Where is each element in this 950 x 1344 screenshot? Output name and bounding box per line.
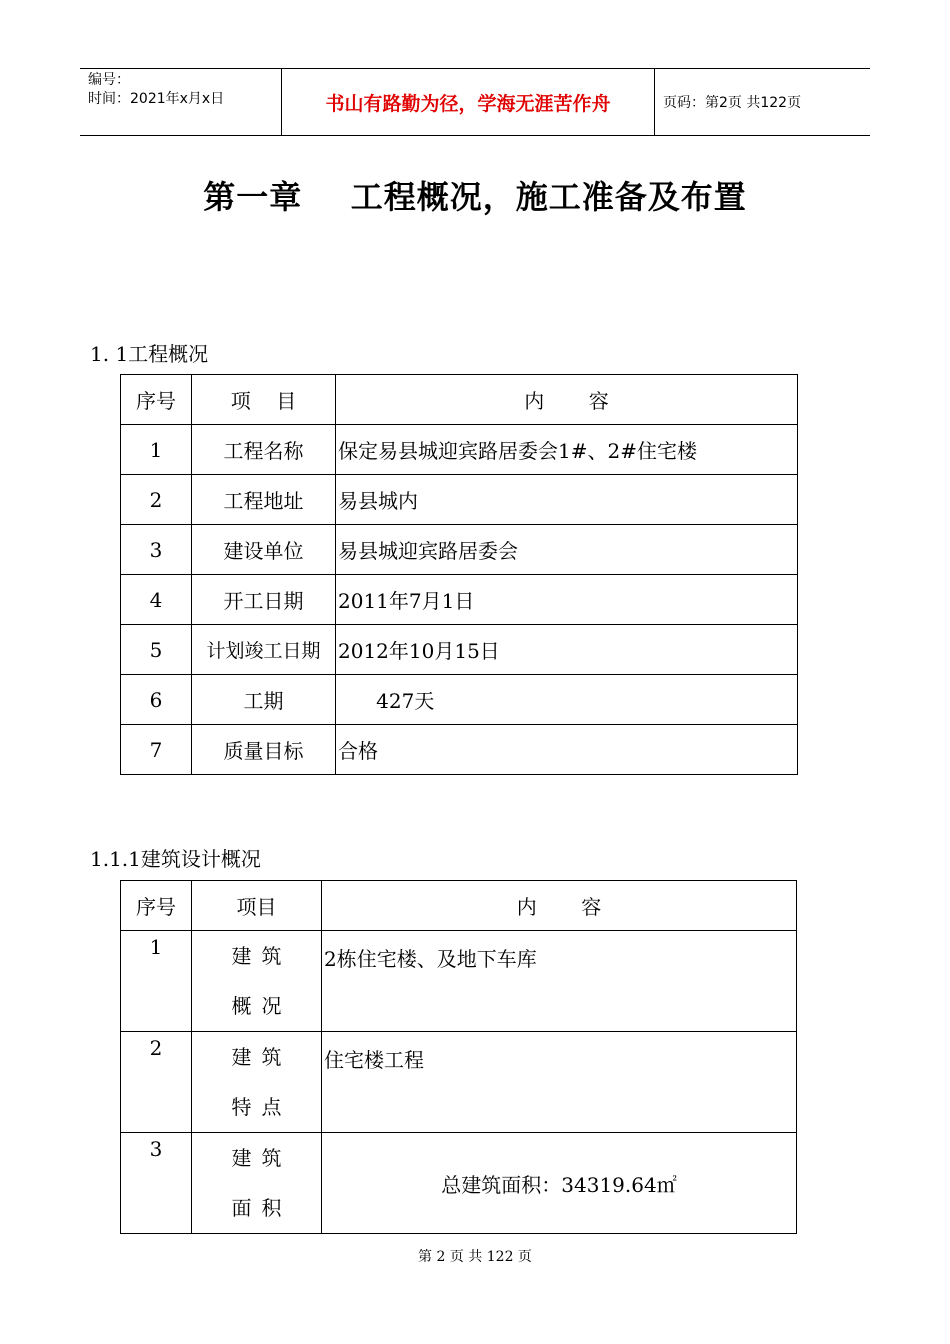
row-item — [192, 931, 322, 1032]
chapter-title: 第一章 工程概况，施工准备及布置 — [203, 178, 747, 216]
row-item: 建设单位 — [192, 525, 336, 575]
row-item — [192, 1032, 322, 1133]
row-item-line1: 建筑 — [231, 1146, 292, 1170]
row-item: 工程名称 — [192, 425, 336, 475]
header-time-label: 时间：2021年x月x日 — [88, 91, 225, 107]
table-row — [121, 675, 798, 725]
header-page-info: 页码：第2页 共122页 — [663, 95, 802, 111]
table-row — [121, 725, 798, 775]
table-row — [121, 1032, 797, 1133]
table-row — [121, 525, 798, 575]
header-meta — [80, 69, 282, 135]
row-item: 计划竣工日期 — [192, 625, 336, 675]
row-item: 质量目标 — [192, 725, 336, 775]
row-no: 2 — [121, 475, 192, 525]
column-header-content: 内 容 — [322, 881, 797, 931]
row-item — [192, 1133, 322, 1234]
column-header-no: 序号 — [121, 375, 192, 425]
column-header-content: 内 容 — [336, 375, 798, 425]
row-content: 427天 — [336, 675, 798, 725]
row-content: 2012年10月15日 — [336, 625, 798, 675]
row-item-line1: 建筑 — [231, 944, 292, 968]
row-content: 易县城内 — [336, 475, 798, 525]
header-number-label: 编号： — [88, 72, 130, 88]
table-row — [121, 931, 797, 1032]
row-no: 3 — [121, 525, 192, 575]
row-content: 合格 — [336, 725, 798, 775]
architecture-design-table — [120, 880, 797, 1234]
row-no: 3 — [121, 1133, 192, 1234]
table-row — [121, 1133, 797, 1234]
section-heading-overview: 1. 1工程概况 — [90, 342, 209, 366]
row-content: 住宅楼工程 — [322, 1032, 797, 1133]
column-header-no: 序号 — [121, 881, 192, 931]
row-item: 开工日期 — [192, 575, 336, 625]
row-no: 5 — [121, 625, 192, 675]
row-no: 6 — [121, 675, 192, 725]
table-row — [121, 475, 798, 525]
row-no: 1 — [121, 931, 192, 1032]
row-no: 7 — [121, 725, 192, 775]
table-header-row — [121, 881, 797, 931]
row-content: 2栋住宅楼、及地下车库 — [322, 931, 797, 1032]
row-item-line2: 概况 — [231, 994, 292, 1018]
row-no: 1 — [121, 425, 192, 475]
row-content: 总建筑面积：34319.64㎡ — [322, 1133, 797, 1234]
table-row — [121, 625, 798, 675]
project-overview-table — [120, 374, 798, 775]
section-heading-architecture: 1.1.1建筑设计概况 — [90, 847, 261, 871]
page-header — [80, 68, 870, 136]
row-no: 4 — [121, 575, 192, 625]
row-item: 工程地址 — [192, 475, 336, 525]
table-row — [121, 575, 798, 625]
row-content: 2011年7月1日 — [336, 575, 798, 625]
row-item-line2: 面积 — [231, 1196, 292, 1220]
column-header-item: 项目 — [192, 881, 322, 931]
header-motto: 书山有路勤为径，学海无涯苦作舟 — [282, 69, 655, 135]
page-footer: 第 2 页 共 122 页 — [418, 1249, 532, 1265]
row-content: 易县城迎宾路居委会 — [336, 525, 798, 575]
row-item-line1: 建筑 — [231, 1045, 292, 1069]
row-content: 保定易县城迎宾路居委会1#、2#住宅楼 — [336, 425, 798, 475]
column-header-item: 项 目 — [192, 375, 336, 425]
row-item: 工期 — [192, 675, 336, 725]
table-header-row — [121, 375, 798, 425]
row-item-line2: 特点 — [231, 1095, 292, 1119]
table-row — [121, 425, 798, 475]
row-no: 2 — [121, 1032, 192, 1133]
